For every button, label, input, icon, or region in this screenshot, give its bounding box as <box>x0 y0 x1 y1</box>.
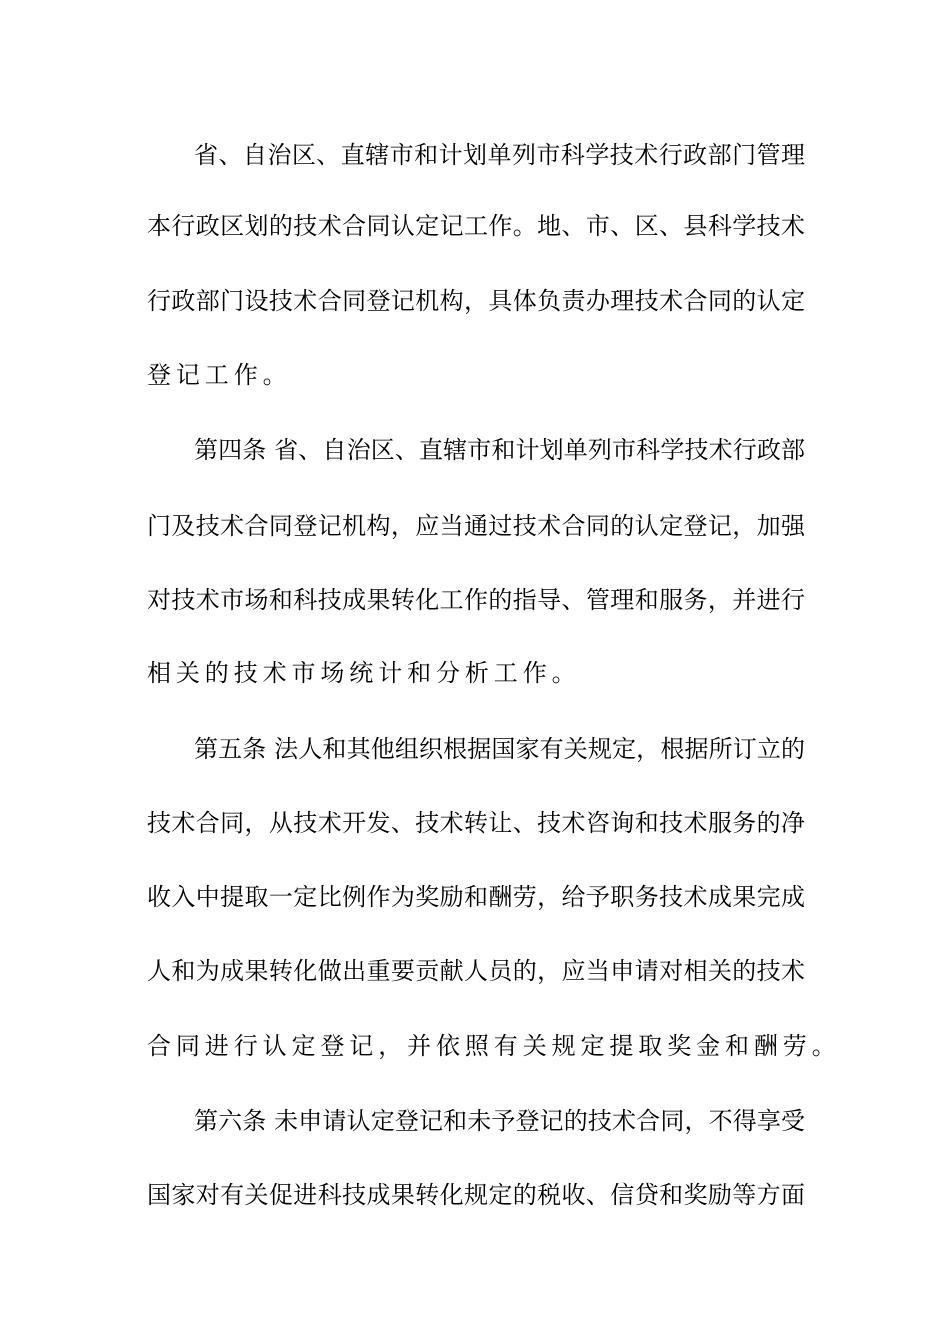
text-line: 本行政区划的技术合同认定记工作。地、市、区、县科学技术 <box>147 212 805 240</box>
text-line: 第六条 未申请认定登记和未予登记的技术合同，不得享受 <box>194 1107 805 1135</box>
text-line: 国家对有关促进科技成果转化规定的税收、信贷和奖励等方面 <box>147 1181 805 1209</box>
text-line: 行政部门设技术合同登记机构，具体负责办理技术合同的认定 <box>147 287 805 315</box>
text-line: 门及技术合同登记机构，应当通过技术合同的认定登记，加强 <box>147 512 805 540</box>
text-line: 第四条 省、自治区、直辖市和计划单列市科学技术行政部 <box>194 436 805 464</box>
text-line: 省、自治区、直辖市和计划单列市科学技术行政部门管理 <box>194 141 805 169</box>
text-line: 第五条 法人和其他组织根据国家有关规定，根据所订立的 <box>194 735 805 763</box>
text-line: 对技术市场和科技成果转化工作的指导、管理和服务，并进行 <box>147 586 805 614</box>
text-line: 登记工作。 <box>147 361 292 389</box>
text-line: 技术合同，从技术开发、技术转让、技术咨询和技术服务的净 <box>147 809 805 837</box>
text-line: 相关的技术市场统计和分析工作。 <box>147 659 581 687</box>
text-line: 收入中提取一定比例作为奖励和酬劳，给予职务技术成果完成 <box>147 883 805 911</box>
text-line: 人和为成果转化做出重要贡献人员的，应当申请对相关的技术 <box>147 957 805 985</box>
text-line: 合同进行认定登记，并依照有关规定提取奖金和酬劳。 <box>147 1032 841 1060</box>
